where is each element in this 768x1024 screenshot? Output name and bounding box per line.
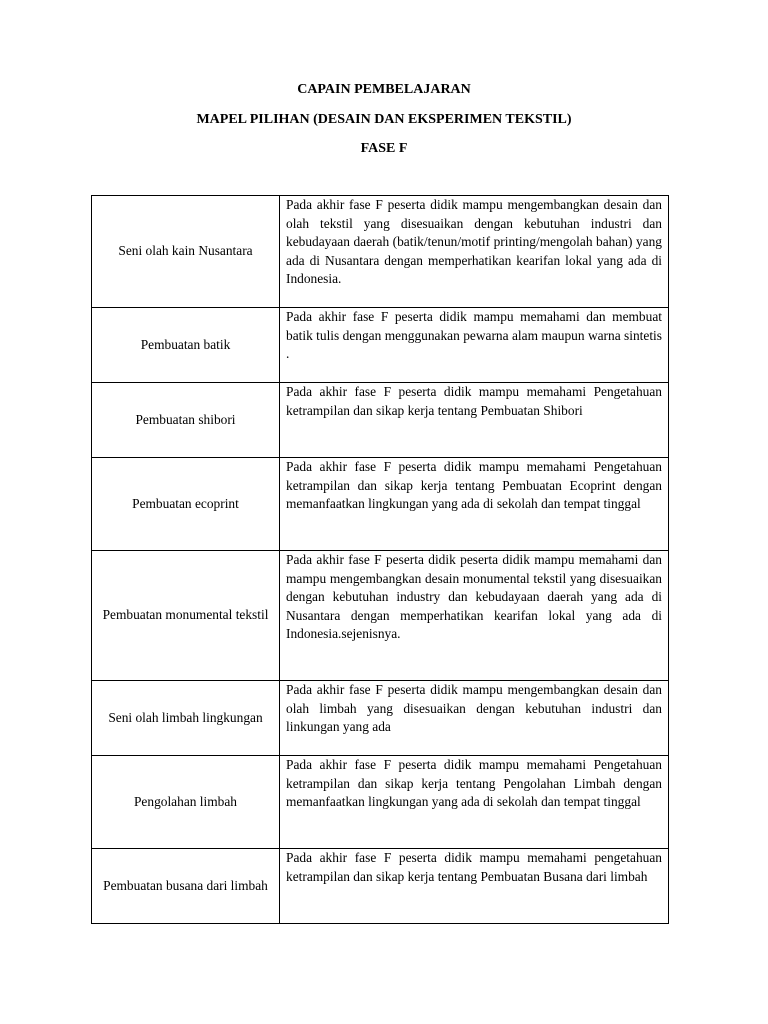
phase-label: FASE F <box>360 141 408 156</box>
subject-cell: Pengolahan limbah <box>92 756 280 849</box>
table-row <box>92 756 669 849</box>
table-row <box>92 308 669 383</box>
subject-cell: Pembuatan monumental tekstil <box>92 551 280 681</box>
subject-cell: Pembuatan shibori <box>92 383 280 458</box>
subject-cell: Pembuatan batik <box>92 308 280 383</box>
description-cell: Pada akhir fase F peserta didik mampu memahami Pengetahuan ketrampilan dan sikap kerja tentang Pembuatan Ecoprint dengan memanfaatkan lingkungan yang ada di sekolah dan tempat tinggal <box>280 458 669 551</box>
description-cell: Pada akhir fase F peserta didik mampu memahami dan membuat batik tulis dengan menggunakan pewarna alam maupun warna sintetis . <box>280 308 669 383</box>
description-cell: Pada akhir fase F peserta didik mampu mengembangkan desain dan olah tekstil yang disesuaikan dengan kebutuhan industri dan kebudayaan daerah (batik/tenun/motif printing/mengolah bahan) yang ada di Nusantara dengan memperhatikan kearifan lokal yang ada di Indonesia. <box>280 196 669 308</box>
table-row <box>92 458 669 551</box>
learning-outcomes-table <box>91 195 669 924</box>
document-subtitle: MAPEL PILIHAN (DESAIN DAN EKSPERIMEN TEKSTIL) <box>196 112 572 127</box>
subject-cell: Pembuatan busana dari limbah <box>92 849 280 924</box>
document-title: CAPAIN PEMBELAJARAN <box>297 82 471 97</box>
subject-cell: Pembuatan ecoprint <box>92 458 280 551</box>
table-row <box>92 551 669 681</box>
table-row <box>92 849 669 924</box>
description-cell: Pada akhir fase F peserta didik mampu memahami pengetahuan ketrampilan dan sikap kerja tentang Pembuatan Busana dari limbah <box>280 849 669 924</box>
description-cell: Pada akhir fase F peserta didik mampu memahami Pengetahuan ketrampilan dan sikap kerja tentang Pembuatan Shibori <box>280 383 669 458</box>
description-cell: Pada akhir fase F peserta didik mampu memahami Pengetahuan ketrampilan dan sikap kerja tentang Pengolahan Limbah dengan memanfaatkan lingkungan yang ada di sekolah dan tempat tinggal <box>280 756 669 849</box>
description-cell: Pada akhir fase F peserta didik peserta didik mampu memahami dan mampu mengembangkan desain monumental tekstil yang disesuaikan dengan kebutuhan industry dan kebudayaan daerah yang ada di Nusantara dengan memperhatikan kearifan lokal yang ada di Indonesia.sejenisnya. <box>280 551 669 681</box>
description-cell: Pada akhir fase F peserta didik mampu mengembangkan desain dan olah limbah yang disesuaikan dengan kebutuhan industri dan linkungan yang ada <box>280 681 669 756</box>
table-row <box>92 681 669 756</box>
table-row <box>92 383 669 458</box>
subject-cell: Seni olah kain Nusantara <box>92 196 280 308</box>
table-row <box>92 196 669 308</box>
subject-cell: Seni olah limbah lingkungan <box>92 681 280 756</box>
